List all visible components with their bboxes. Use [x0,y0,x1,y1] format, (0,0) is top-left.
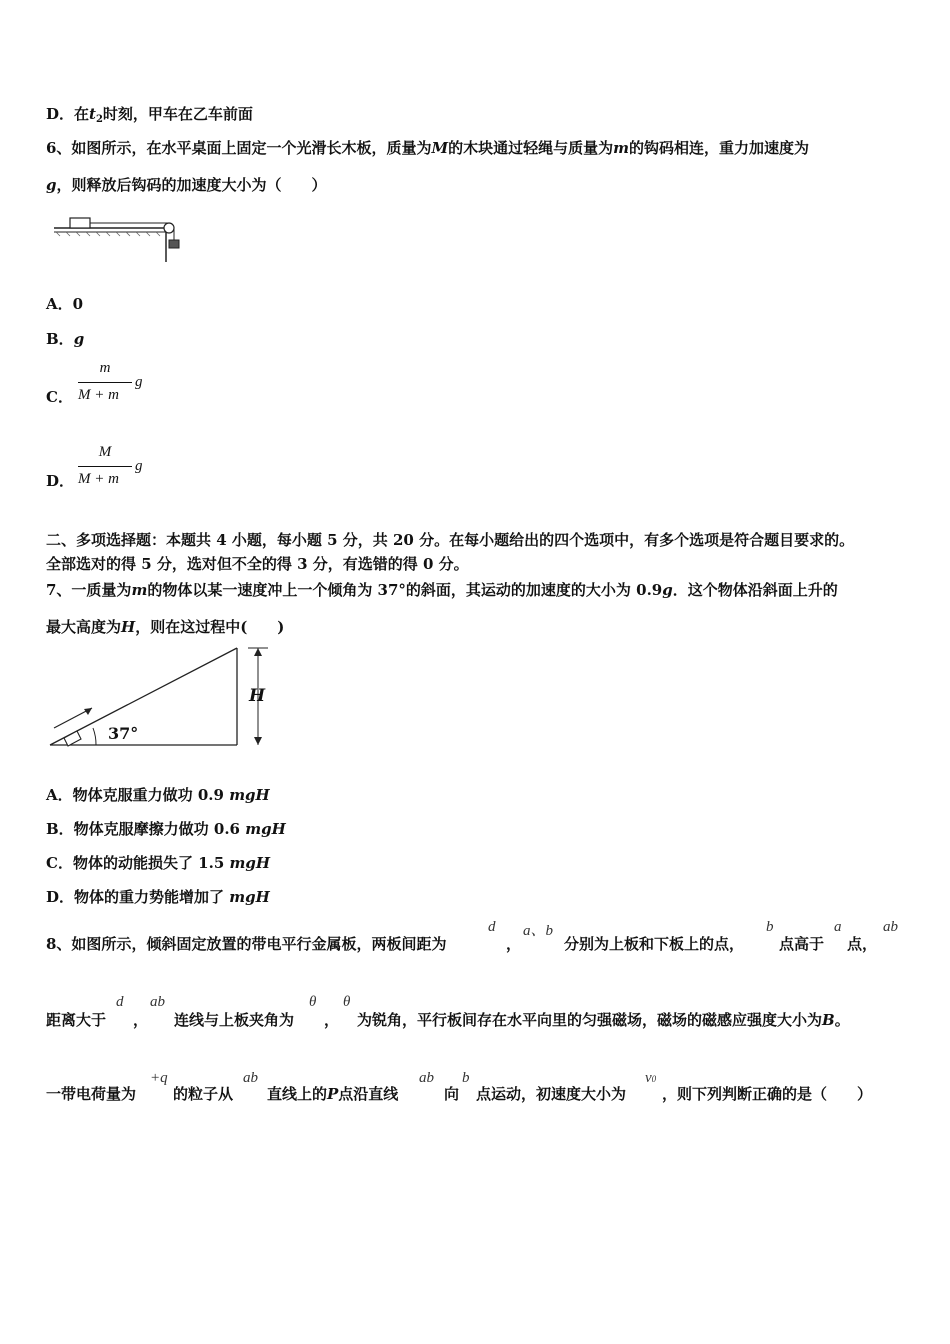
q8-comma: ， [506,935,522,953]
stem-text: 7、一质量为 [46,581,132,599]
stem-text: 为锐角，平行板间存在水平向里的匀强磁场，磁场的磁感应强度大小为 [357,1011,823,1029]
math-b: b [766,919,774,935]
stem-text: 点沿直线 [338,1085,399,1103]
option-text: B．物体克服摩擦力做功 0.6 [46,820,246,838]
option-label: C． [46,388,73,406]
option-text: D．物体的重力势能增加了 [46,888,230,906]
block-on-incline [64,731,81,746]
stem-text: ，则在这过程中( ) [135,618,285,636]
option-label: D． [46,472,75,490]
stem-text: 的钩码相连，重力加速度为 [628,139,809,157]
q7-option-c [46,852,270,873]
variable-mgH: mgH [229,888,270,906]
math-theta: θ [343,994,351,1010]
fraction-numerator: m [99,360,111,376]
stem-text: 直线上的 [267,1085,328,1103]
q8-stem-line2-b: 连线与上板夹角为 [174,1011,295,1029]
variable-B: B [822,1011,835,1029]
q8-comma: ， [324,1011,340,1029]
variable-g: g [46,176,57,194]
q7-option-a [46,784,270,805]
fraction-bar [78,466,132,467]
q8-stem-line1-a: 8、如图所示，倾斜固定放置的带电平行金属板，两板间距为 [46,935,447,953]
fraction-denominator: M + m [78,471,119,487]
math-plus-q: +q [150,1070,168,1086]
q7-stem-line2 [46,616,284,637]
stem-text: 的木块通过轻绳与质量为 [448,139,614,157]
q8-stem-line2-a: 距离大于 [46,1011,107,1029]
q8-stem-line3-a: 一带电荷量为 [46,1085,137,1103]
q6-stem-line1 [46,137,809,158]
stem-text: 最大高度为 [46,618,122,636]
math-ab: ab [883,919,898,935]
angle-arc [93,728,96,745]
incline-slope [50,648,237,745]
q8-stem-line2-d [357,1009,850,1030]
option-label: B． [46,330,74,348]
variable-m: m [131,581,148,599]
option-label: D．在 [46,105,90,123]
option-label: A． [46,295,73,313]
variable-mgH: mgH [229,786,270,804]
block-M [70,218,90,228]
math-d: d [488,919,496,935]
math-v: v [645,1070,652,1086]
fraction-denominator: M + m [78,387,119,403]
option-text: C．物体的动能损失了 1.5 [46,854,230,872]
math-d: d [116,994,124,1010]
stem-text: ．这个物体沿斜面上升的 [672,581,838,599]
variable-g: g [135,458,143,474]
math-ab: ab [243,1070,258,1086]
q7-stem-line1 [46,579,838,600]
section2-heading-line1: 二、多项选择题：本题共 4 小题，每小题 5 分，共 20 分。在每小题给出的四个选项中，有多个选项是符合题目要求的。 [46,531,855,549]
table-hatch [56,232,160,236]
fraction-bar [78,382,132,383]
q6-option-b [46,328,84,349]
math-a: a [834,919,842,935]
q8-stem-line3-g: ，则下列判断正确的是（ ） [662,1085,873,1103]
hanging-weight-m [169,240,179,248]
variable-g: g [662,581,673,599]
stem-text: 的物体以某一速度冲上一个倾角为 37°的斜面，其运动的加速度的大小为 0.9 [147,581,663,599]
variable-mgH: mgH [229,854,271,872]
q6-option-c-label [46,386,73,407]
q8-stem-line1-b: 分别为上板和下板上的点， [564,935,745,953]
stem-text: 。 [834,1011,850,1029]
q8-stem-line1-c: 点高于 [779,935,825,953]
stem-text: 6、如图所示，在水平桌面上固定一个光滑长木板，质量为 [46,139,432,157]
variable-P: P [327,1085,339,1103]
q7-option-b [46,818,286,839]
math-ab: ab [419,1070,434,1086]
variable-m: m [613,139,629,157]
q8-stem-line3-b: 的粒子从 [173,1085,234,1103]
math-theta: θ [309,994,317,1010]
q8-comma: ， [133,1011,149,1029]
q8-stem-line3-c [267,1083,398,1104]
variable-M: M [431,139,449,157]
variable-t: t [89,105,96,123]
stem-text: ，则释放后钩码的加速度大小为（ ） [56,176,327,194]
q6-stem-line2 [46,174,327,195]
q7-angle-label: 37° [108,724,139,743]
math-ab: ab [150,994,165,1010]
q5-option-d [46,103,253,124]
math-v0 [645,1070,656,1087]
q7-option-d [46,886,270,907]
q6-figure-pulley-setup [48,206,188,266]
subscript: 0 [651,1074,657,1084]
pulley [164,223,174,233]
option-text: A．物体克服重力做功 0.9 [46,786,230,804]
option-text: 时刻，甲车在乙车前面 [102,105,253,123]
variable-mgH: mgH [245,820,286,838]
q6-option-d-label [46,470,74,491]
q7-figure-incline [44,640,284,755]
q6-option-a [46,293,83,314]
q8-stem-line3-e: 向 [444,1085,460,1103]
subscript: 2 [95,114,103,125]
variable-H: H [121,618,136,636]
q8-stem-line3-f: 点运动，初速度大小为 [476,1085,627,1103]
fraction-numerator: M [98,444,112,460]
math-b: b [462,1070,470,1086]
variable-g: g [135,374,143,390]
q7-height-label: H [249,686,266,706]
option-value: g [73,330,85,348]
math-a-b: a、b [523,923,554,939]
section2-heading-line2: 全部选对的得 5 分，选对但不全的得 3 分，有选错的得 0 分。 [46,555,469,573]
dimension-arrow-bottom [254,737,262,745]
dimension-arrow-top [254,648,262,656]
q8-stem-line1-d: 点， [847,935,878,953]
option-value: 0 [72,295,84,313]
